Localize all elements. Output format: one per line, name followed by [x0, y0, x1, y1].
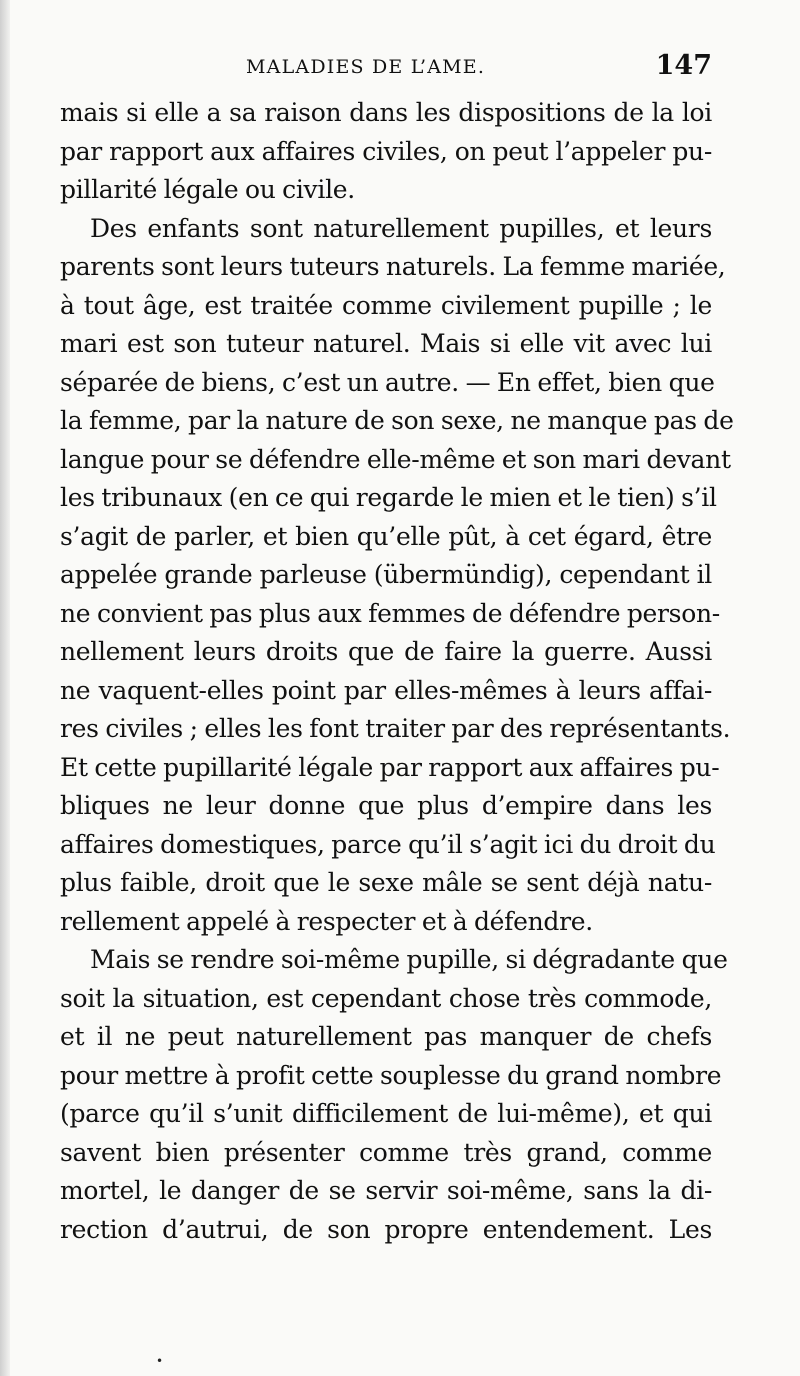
text-line: nellement leurs droits que de faire la guerre. Aussi — [60, 637, 712, 666]
page-header — [60, 50, 712, 90]
page-edge-shadow — [0, 0, 10, 1376]
body-text — [60, 94, 734, 1249]
running-title: MALADIES DE L’AME. — [246, 56, 486, 78]
text-line: à tout âge, est traitée comme civilement pupille ; le — [60, 290, 712, 320]
text-line: Mais se rendre soi-même pupille, si dégradante que — [90, 945, 728, 974]
text-line: ne vaquent-elles point par elles-mêmes à leurs affai- — [60, 675, 712, 705]
text-line: Et cette pupillarité légale par rapport aux affaires pu- — [60, 752, 720, 782]
text-line: res civiles ; elles les font traiter par des représentants. — [60, 714, 731, 743]
text-line: ne convient pas plus aux femmes de défendre person- — [60, 598, 720, 628]
text-line: savent bien présenter comme très grand, comme — [60, 1137, 712, 1167]
text-line: pour mettre à profit cette souplesse du grand nombre — [60, 1060, 722, 1090]
text-line: séparée de biens, c’est un autre. — En effet, bien que — [60, 367, 715, 397]
printer-mark: • — [156, 1354, 164, 1368]
text-line: mari est son tuteur naturel. Mais si elle vit avec lui — [60, 329, 712, 358]
text-line: Des enfants sont naturellement pupilles, et leurs — [90, 213, 712, 243]
text-line: parents sont leurs tuteurs naturels. La femme mariée, — [60, 252, 726, 281]
text-line: rellement appelé à respecter et à défendre. — [60, 906, 593, 936]
text-line: mais si elle a sa raison dans les dispositions de la loi — [60, 98, 712, 127]
text-line: (parce qu’il s’unit difficilement de lui-même), et qui — [60, 1099, 712, 1128]
text-line: appelée grande parleuse (übermündig), cependant il — [60, 560, 712, 589]
text-line: langue pour se défendre elle-même et son mari devant — [60, 444, 731, 474]
text-line: affaires domestiques, parce qu’il s’agit ici du droit du — [60, 829, 716, 859]
text-line: mortel, le danger de se servir soi-même, sans la di- — [60, 1176, 712, 1205]
text-line: s’agit de parler, et bien qu’elle pût, à cet égard, être — [60, 521, 712, 551]
text-line: par rapport aux affaires civiles, on peut l’appeler pu- — [60, 136, 712, 166]
text-line: bliques ne leur donne que plus d’empire dans les — [60, 791, 712, 820]
text-line: plus faible, droit que le sexe mâle se sent déjà natu- — [60, 868, 712, 897]
text-line: et il ne peut naturellement pas manquer de chefs — [60, 1022, 712, 1051]
text-line: soit la situation, est cependant chose très commode, — [60, 983, 712, 1013]
page-number: 147 — [655, 50, 712, 81]
text-line: les tribunaux (en ce qui regarde le mien et le tien) s’il — [60, 483, 717, 512]
text-line: pillarité légale ou civile. — [60, 175, 355, 204]
text-line: rection d’autrui, de son propre entendement. Les — [60, 1214, 712, 1244]
text-line: la femme, par la nature de son sexe, ne manque pas de — [60, 406, 734, 435]
